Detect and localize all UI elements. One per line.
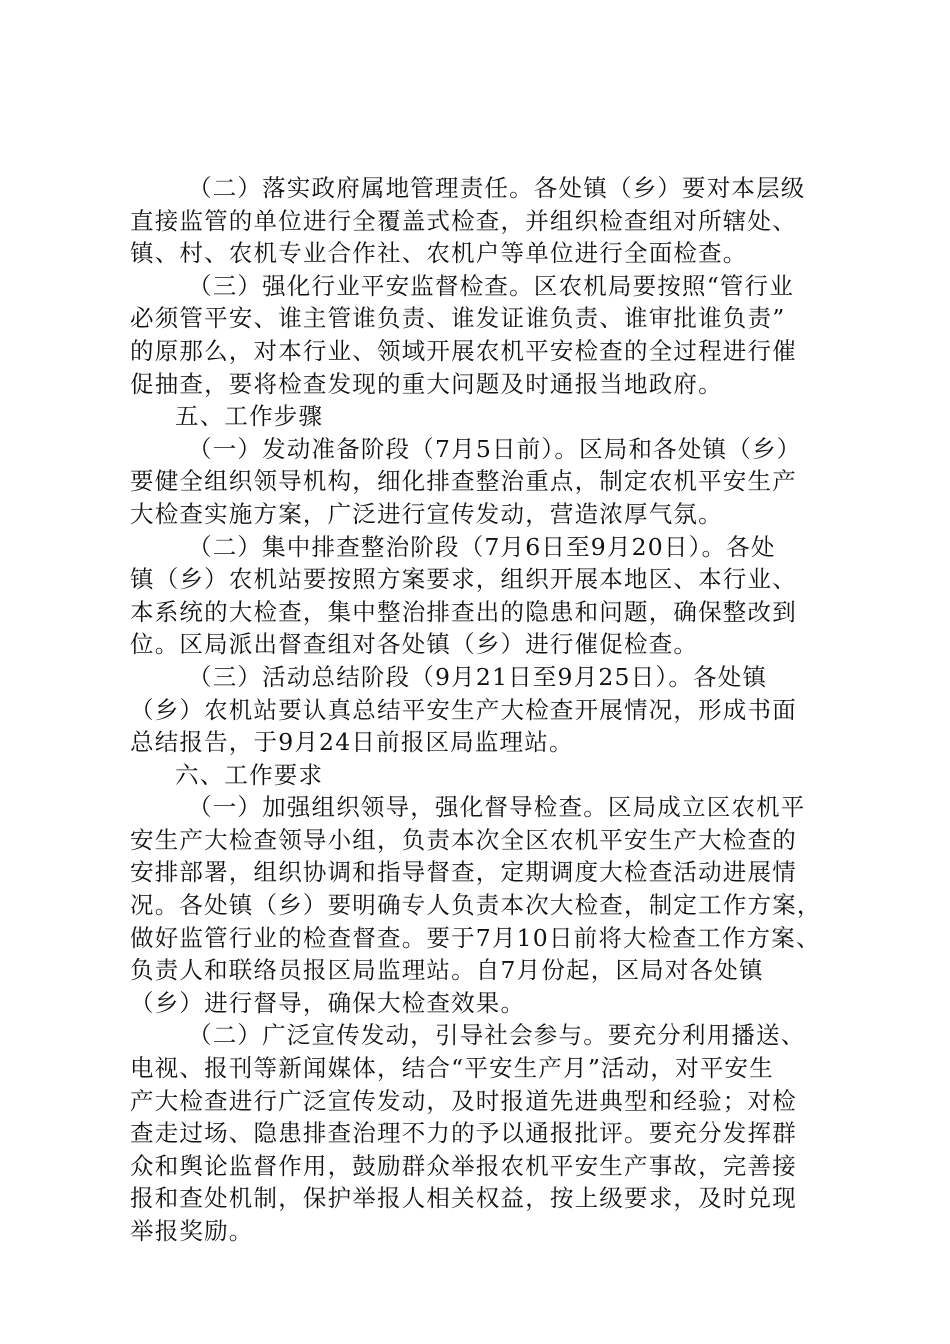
text-line: （二）广泛宣传发动，引导社会参与。要充分利用播送、	[188, 1021, 806, 1050]
paragraph-step-three-summary	[130, 661, 830, 759]
text-line: 要健全组织领导机构，细化排查整治重点，制定农机平安生产	[130, 467, 797, 496]
text-line: 负责人和联络员报区局监理站。自7月份起，区局对各处镇	[130, 956, 764, 985]
heading-text: 五、工作步骤	[175, 402, 324, 431]
paragraph-two-territorial-responsibility	[130, 172, 830, 270]
section-heading-work-requirements	[130, 759, 830, 792]
text-line: （三）活动总结阶段（9月21日至9月25日）。各处镇	[188, 662, 768, 691]
text-line: 产大检查进行广泛宣传发动，及时报道先进典型和经验；对检	[130, 1086, 797, 1115]
section-heading-work-steps	[130, 400, 830, 433]
text-line: 镇（乡）农机站要按照方案要求，组织开展本地区、本行业、	[130, 565, 797, 594]
paragraph-step-one-preparation	[130, 433, 830, 531]
text-line: 大检查实施方案，广泛进行宣传发动，营造浓厚气氛。	[130, 499, 723, 528]
text-line: 必须管平安、谁主管谁负责、谁发证谁负责、谁审批谁负责”	[130, 304, 786, 333]
text-line: （三）强化行业平安监督检查。区农机局要按照“管行业	[188, 271, 795, 300]
text-line: 直接监管的单位进行全覆盖式检查，并组织检查组对所辖处、	[130, 206, 797, 235]
text-line: 促抽查，要将检查发现的重大问题及时通报当地政府。	[130, 369, 723, 398]
text-line: 况。各处镇（乡）要明确专人负责本次大检查，制定工作方案，	[130, 891, 822, 920]
text-line: 本系统的大检查，集中整治排查出的隐患和问题，确保整改到	[130, 597, 797, 626]
text-line: 电视、报刊等新闻媒体，结合“平安生产月”活动，对平安生	[130, 1054, 774, 1083]
text-line: （一）发动准备阶段（7月5日前）。区局和各处镇（乡）	[188, 434, 802, 463]
paragraph-requirement-one-leadership	[130, 791, 830, 1019]
text-line: （二）集中排查整治阶段（7月6日至9月20日）。各处	[188, 532, 776, 561]
paragraph-step-two-inspection	[130, 531, 830, 661]
text-line: 的原那么，对本行业、领域开展农机平安检查的全过程进行催	[130, 336, 797, 365]
text-line: （乡）进行督导，确保大检查效果。	[130, 988, 526, 1017]
text-line: 总结报告，于9月24日前报区局监理站。	[130, 728, 574, 757]
text-line: （二）落实政府属地管理责任。各处镇（乡）要对本层级	[188, 174, 806, 202]
text-line: （一）加强组织领导，强化督导检查。区局成立区农机平	[188, 793, 806, 822]
heading-text: 六、工作要求	[175, 760, 324, 789]
text-line: 位。区局派出督查组对各处镇（乡）进行催促检查。	[130, 630, 699, 659]
text-line: 镇、村、农机专业合作社、农机户等单位进行全面检查。	[130, 239, 748, 268]
text-line: 众和舆论监督作用，鼓励群众举报农机平安生产事故，完善接	[130, 1151, 797, 1180]
paragraph-requirement-two-publicity	[130, 1019, 830, 1247]
document-body	[130, 172, 830, 1248]
text-line: （乡）农机站要认真总结平安生产大检查开展情况，形成书面	[130, 695, 797, 724]
text-line: 做好监管行业的检查督查。要于7月10日前将大检查工作方案、	[130, 923, 821, 952]
text-line: 报和查处机制，保护举报人相关权益，按上级要求，及时兑现	[130, 1184, 797, 1213]
text-line: 安生产大检查领导小组，负责本次全区农机平安生产大检查的	[130, 825, 797, 854]
paragraph-three-industry-supervision	[130, 270, 830, 400]
text-line: 举报奖励。	[130, 1217, 254, 1245]
text-line: 查走过场、隐患排查治理不力的予以通报批评。要充分发挥群	[130, 1119, 797, 1148]
text-line: 安排部署，组织协调和指导督查，定期调度大检查活动进展情	[130, 858, 797, 887]
